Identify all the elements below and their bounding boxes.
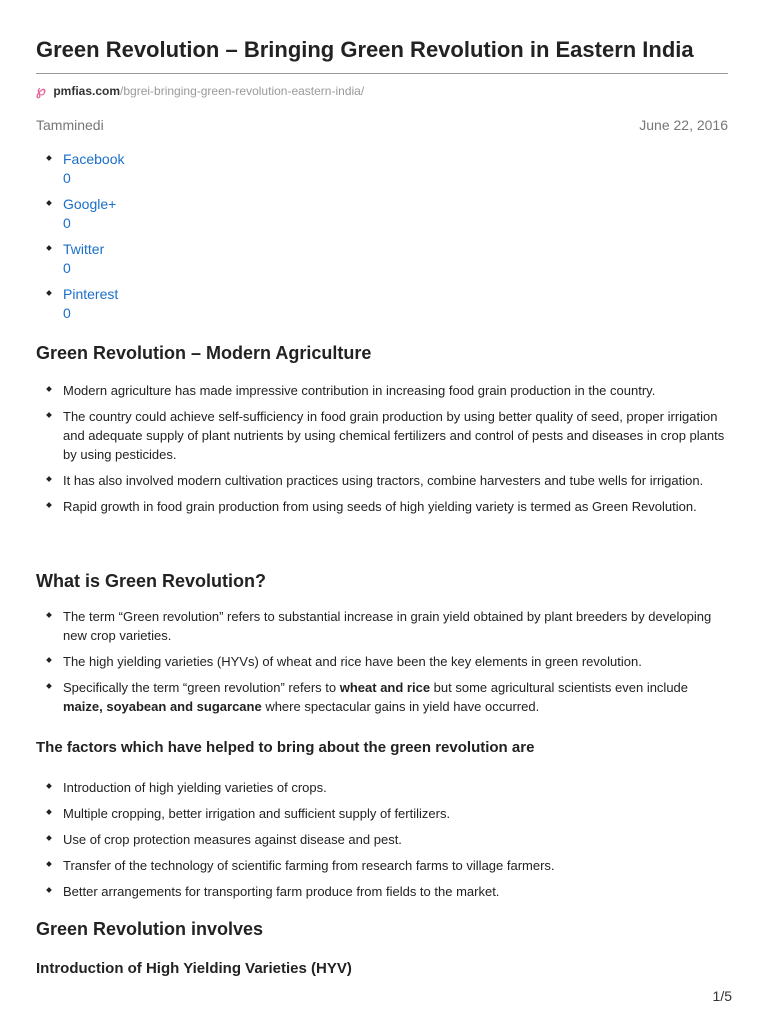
title-divider <box>36 73 728 74</box>
list-item: The high yielding varieties (HYVs) of wheat and rice have been the key elements in green revolution. <box>36 652 728 671</box>
pinterest-count: 0 <box>63 305 71 321</box>
list-item: Rapid growth in food grain production from using seeds of high yielding variety is termed as Green Revolution. <box>36 497 728 516</box>
list-item: The country could achieve self-sufficiency in food grain production by using better quality of seed, proper irrigation and adequate supply of plant nutrients by using chemical fertilizers and control of pests and diseases in crop plants by using pesticides. <box>36 407 728 464</box>
share-item-google-plus <box>36 195 124 240</box>
list-item: Introduction of high yielding varieties of crops. <box>36 778 728 797</box>
publish-date: June 22, 2016 <box>639 117 728 133</box>
pinterest-logo-icon: ℘ <box>36 82 46 98</box>
share-item-pinterest <box>36 285 124 330</box>
bold-term: maize, soyabean and sugarcane <box>63 699 262 714</box>
google-plus-link[interactable]: Google+ <box>63 196 117 212</box>
source-line <box>36 82 364 99</box>
page-title: Green Revolution – Bringing Green Revolution in Eastern India <box>36 37 694 62</box>
share-item-facebook <box>36 150 124 195</box>
list-item: Use of crop protection measures against disease and pest. <box>36 830 728 849</box>
list-item: Better arrangements for transporting farm produce from fields to the market. <box>36 882 728 901</box>
bold-term: wheat and rice <box>339 680 431 695</box>
twitter-count: 0 <box>63 260 71 276</box>
list-item: Transfer of the technology of scientific farming from research farms to village farmers. <box>36 856 728 875</box>
source-path[interactable]: /bgrei-bringing-green-revolution-eastern-india/ <box>120 84 365 98</box>
subheading-hyv: Introduction of High Yielding Varieties (HYV) <box>36 960 352 977</box>
google-plus-count: 0 <box>63 215 71 231</box>
list-item <box>36 678 728 716</box>
heading-factors: The factors which have helped to bring about the green revolution are <box>36 739 535 756</box>
share-item-twitter <box>36 240 124 285</box>
facebook-count: 0 <box>63 170 71 186</box>
what-is-list <box>36 607 728 723</box>
twitter-link[interactable]: Twitter <box>63 241 105 257</box>
text-run: Specifically the term “green revolution” refers to <box>63 680 340 695</box>
article-meta <box>36 117 728 133</box>
heading-green-revolution-involves: Green Revolution involves <box>36 919 264 939</box>
factors-list <box>36 778 728 908</box>
facebook-link[interactable]: Facebook <box>63 151 125 167</box>
list-item: Modern agriculture has made impressive contribution in increasing food grain production in the country. <box>36 381 728 400</box>
list-item: The term “Green revolution” refers to substantial increase in grain yield obtained by plant breeders by developing new crop varieties. <box>36 607 728 645</box>
source-domain[interactable]: pmfias.com <box>53 84 121 98</box>
share-list <box>36 150 124 330</box>
text-run: but some agricultural scientists even include <box>430 680 689 695</box>
heading-what-is-green-revolution: What is Green Revolution? <box>36 571 267 591</box>
author-name: Tamminedi <box>36 117 104 133</box>
text-run: where spectacular gains in yield have occurred. <box>261 699 540 714</box>
page-number: 1/5 <box>712 988 732 1004</box>
modern-agriculture-list <box>36 381 728 523</box>
pinterest-link[interactable]: Pinterest <box>63 286 119 302</box>
heading-modern-agriculture: Green Revolution – Modern Agriculture <box>36 343 372 363</box>
list-item: Multiple cropping, better irrigation and sufficient supply of fertilizers. <box>36 804 728 823</box>
list-item: It has also involved modern cultivation practices using tractors, combine harvesters and tube wells for irrigation. <box>36 471 728 490</box>
